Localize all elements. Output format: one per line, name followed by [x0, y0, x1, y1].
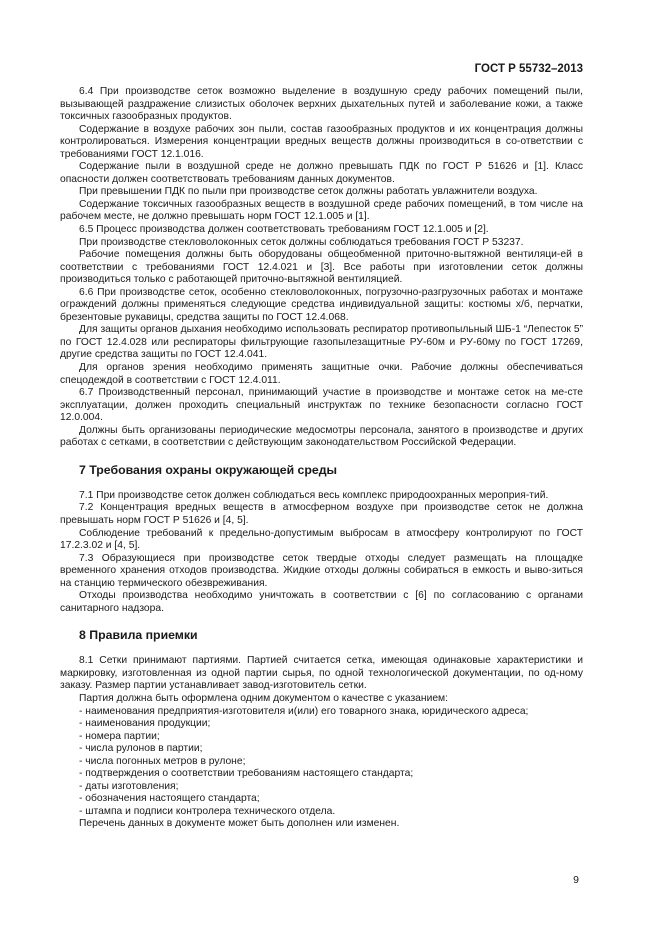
paragraph: Рабочие помещения должны быть оборудованы общеобменной приточно-вытяжной вентиляци-ей в соответствии с требованиями ГОСТ 12.4.021 и [3]. Все работы при изготовлении сеток должны производиться только с работающей приточно-вытяжной вентиляцией.	[60, 249, 583, 286]
document-header: ГОСТ Р 55732–2013	[474, 63, 583, 75]
paragraph: Перечень данных в документе может быть дополнен или изменен.	[79, 818, 400, 830]
page-number: 9	[573, 874, 579, 886]
paragraph: Содержание токсичных газообразных веществ в воздушной среде рабочих помещений, в том числе на рабочем месте, не должно превышать норм ГОСТ 12.1.005 и [1].	[60, 198, 583, 223]
list-item: - номера партии;	[79, 730, 160, 742]
paragraph: Партия должна быть оформлена одним документом о качестве с указанием:	[79, 692, 448, 704]
list-item: - числа рулонов в партии;	[79, 743, 203, 755]
list-item: - наименования продукции;	[79, 718, 211, 730]
paragraph-8-1: 8.1 Сетки принимают партиями. Партией считается сетка, имеющая одинаковые характеристики и маркировку, изготовленная из одной партии сырья, по одной технологической документации, по од-ному заказу. Размер партии устанавливает завод-изготовитель сетки.	[60, 655, 583, 692]
paragraph-7-1: 7.1 При производстве сеток должен соблюдаться весь комплекс природоохранных мероприя-тий.	[79, 489, 549, 501]
paragraph-6-7: 6.7 Производственный персонал, принимающий участие в производстве и монтаже сеток на ме-сте эксплуатации, должен проходить специальный инструктаж по технике безопасности согласно ГОСТ 12.0.004.	[60, 387, 583, 424]
paragraph: Отходы производства необходимо уничтожать в соответствии с [6] по согласованию с органами санитарного надзора.	[60, 590, 583, 614]
list-item: - подтверждения о соответствии требованиям настоящего стандарта;	[79, 768, 414, 780]
paragraph-6-5: 6.5 Процесс производства должен соответствовать требованиям ГОСТ 12.1.005 и [2].	[79, 224, 489, 236]
paragraph: Соблюдение требований к предельно-допустимым выбросам в атмосферу контролируют по ГОСТ 17.2.3.02 и [4, 5].	[60, 527, 583, 552]
paragraph: Для органов зрения необходимо применять защитные очки. Рабочие должны обеспечиваться спецодеждой в соответствии с ГОСТ 12.4.011.	[60, 362, 583, 386]
paragraph: При производстве стекловолоконных сеток должны соблюдаться требования ГОСТ Р 53237.	[79, 236, 524, 248]
paragraph: При превышении ПДК по пыли при производстве сеток должны работать увлажнители воздуха.	[79, 186, 538, 198]
paragraph: Содержание в воздухе рабочих зон пыли, состав газообразных продуктов и их концентрация должны контролироваться. Измерения концентрации вредных веществ должны производиться в со-ответствии с требованиями ГОСТ 12.1.016.	[60, 123, 583, 160]
paragraph: Содержание пыли в воздушной среде не должно превышать ПДК по ГОСТ Р 51626 и [1]. Класс опасности должен соответствовать требованиям данных документов.	[60, 161, 583, 185]
paragraph-6-4: 6.4 При производстве сеток возможно выделение в воздушную среду рабочих помещений пыли, вызывающей раздражение слизистых оболочек верхних дыхательных путей и заболевание кожи, а также токсичных газообразных продуктов.	[60, 86, 583, 123]
page-body	[60, 86, 583, 831]
paragraph-7-3: 7.3 Образующиеся при производстве сеток твердые отходы следует размещать на площадке временного хранения отходов производства. Жидкие отходы должны собираться в емкость и выво-зиться на станцию термического обезвреживания.	[60, 552, 583, 589]
section-heading-7: 7 Требования охраны окружающей среды	[79, 462, 338, 477]
list-item: - обозначения настоящего стандарта;	[79, 793, 260, 805]
paragraph: Должны быть организованы периодические медосмотры персонала, занятого в производстве и других работах с сетками, в соответствии с действующим законодательством Российской Федерации.	[60, 424, 583, 449]
paragraph-7-2: 7.2 Концентрация вредных веществ в атмосферном воздухе при производстве сеток не должна превышать норм ГОСТ Р 51626 и [4, 5].	[60, 502, 583, 526]
paragraph-6-6: 6.6 При производстве сеток, особенно стекловолоконных, погрузочно-разгрузочных работах и монтаже ограждений должны применяться следующие средства индивидуальной защиты: костюмы х/б, перчатки, брезентовые рукавицы, средства защиты по ГОСТ 12.4.068.	[60, 286, 583, 323]
list-item: - даты изготовления;	[79, 780, 179, 792]
paragraph: Для защиты органов дыхания необходимо использовать респиратор противопыльный ШБ-1 “Лепесток 5” по ГОСТ 12.4.028 или респираторы фильтрующие газопылезащитные РУ-60м и РУ-60му по ГОСТ 17269, другие средства защиты по ГОСТ 12.4.041.	[60, 324, 583, 361]
section-heading-8: 8 Правила приемки	[79, 628, 198, 643]
list-item: - наименования предприятия-изготовителя и(или) его товарного знака, юридического адреса;	[79, 705, 529, 717]
list-item: - числа погонных метров в рулоне;	[79, 755, 246, 767]
list-item: - штампа и подписи контролера технического отдела.	[79, 805, 336, 817]
